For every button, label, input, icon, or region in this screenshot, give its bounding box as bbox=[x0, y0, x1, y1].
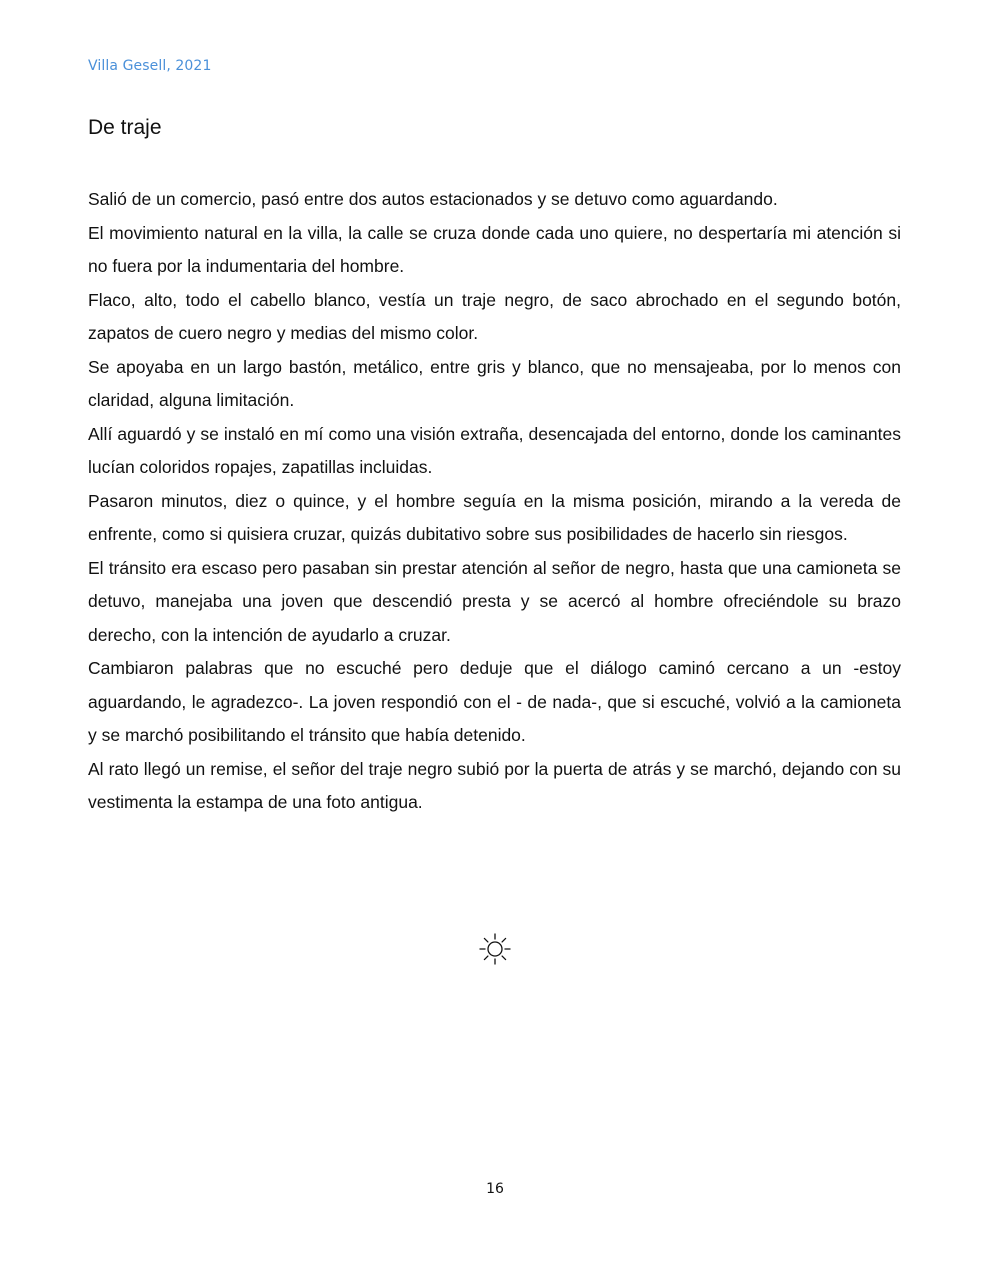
paragraph: El tránsito era escaso pero pasaban sin prestar atención al señor de negro, hasta que una camioneta se detuvo, manejaba una joven que descendió presta y se acercó al hombre ofreciéndole su brazo derecho, con la intención de ayudarlo a cruzar. bbox=[88, 557, 901, 645]
paragraph: Se apoyaba en un largo bastón, metálico, entre gris y blanco, que no mensajeaba, por lo menos con claridad, alguna limitación. bbox=[88, 356, 901, 410]
paragraph: Flaco, alto, todo el cabello blanco, vestía un traje negro, de saco abrochado en el segundo botón, zapatos de cuero negro y medias del mismo color. bbox=[88, 289, 901, 343]
page-title: De traje bbox=[88, 116, 162, 139]
paragraph: Pasaron minutos, diez o quince, y el hombre seguía en la misma posición, mirando a la vereda de enfrente, como si quisiera cruzar, quizás dubitativo sobre sus posibilidades de hacerlo sin riesgos. bbox=[88, 490, 901, 544]
paragraph: Allí aguardó y se instaló en mí como una visión extraña, desencajada del entorno, donde los caminantes lucían coloridos ropajes, zapatillas incluidas. bbox=[88, 423, 901, 477]
paragraph: Al rato llegó un remise, el señor del traje negro subió por la puerta de atrás y se marchó, dejando con su vestimenta la estampa de una foto antigua. bbox=[88, 758, 901, 812]
page-number: 16 bbox=[486, 1181, 504, 1197]
story-body bbox=[88, 183, 901, 820]
paragraph: Cambiaron palabras que no escuché pero deduje que el diálogo caminó cercano a un -estoy aguardando, le agradezco-. La joven respondió con el - de nada-, que si escuché, volvió a la camioneta y se marchó posibilitando el tránsito que había detenido. bbox=[88, 658, 901, 745]
sun-icon bbox=[478, 932, 512, 966]
paragraph: Salió de un comercio, pasó entre dos autos estacionados y se detuvo como aguardando. bbox=[88, 189, 778, 209]
running-header: Villa Gesell, 2021 bbox=[88, 58, 212, 74]
paragraph: El movimiento natural en la villa, la calle se cruza donde cada uno quiere, no despertaría mi atención si no fuera por la indumentaria del hombre. bbox=[88, 222, 901, 276]
